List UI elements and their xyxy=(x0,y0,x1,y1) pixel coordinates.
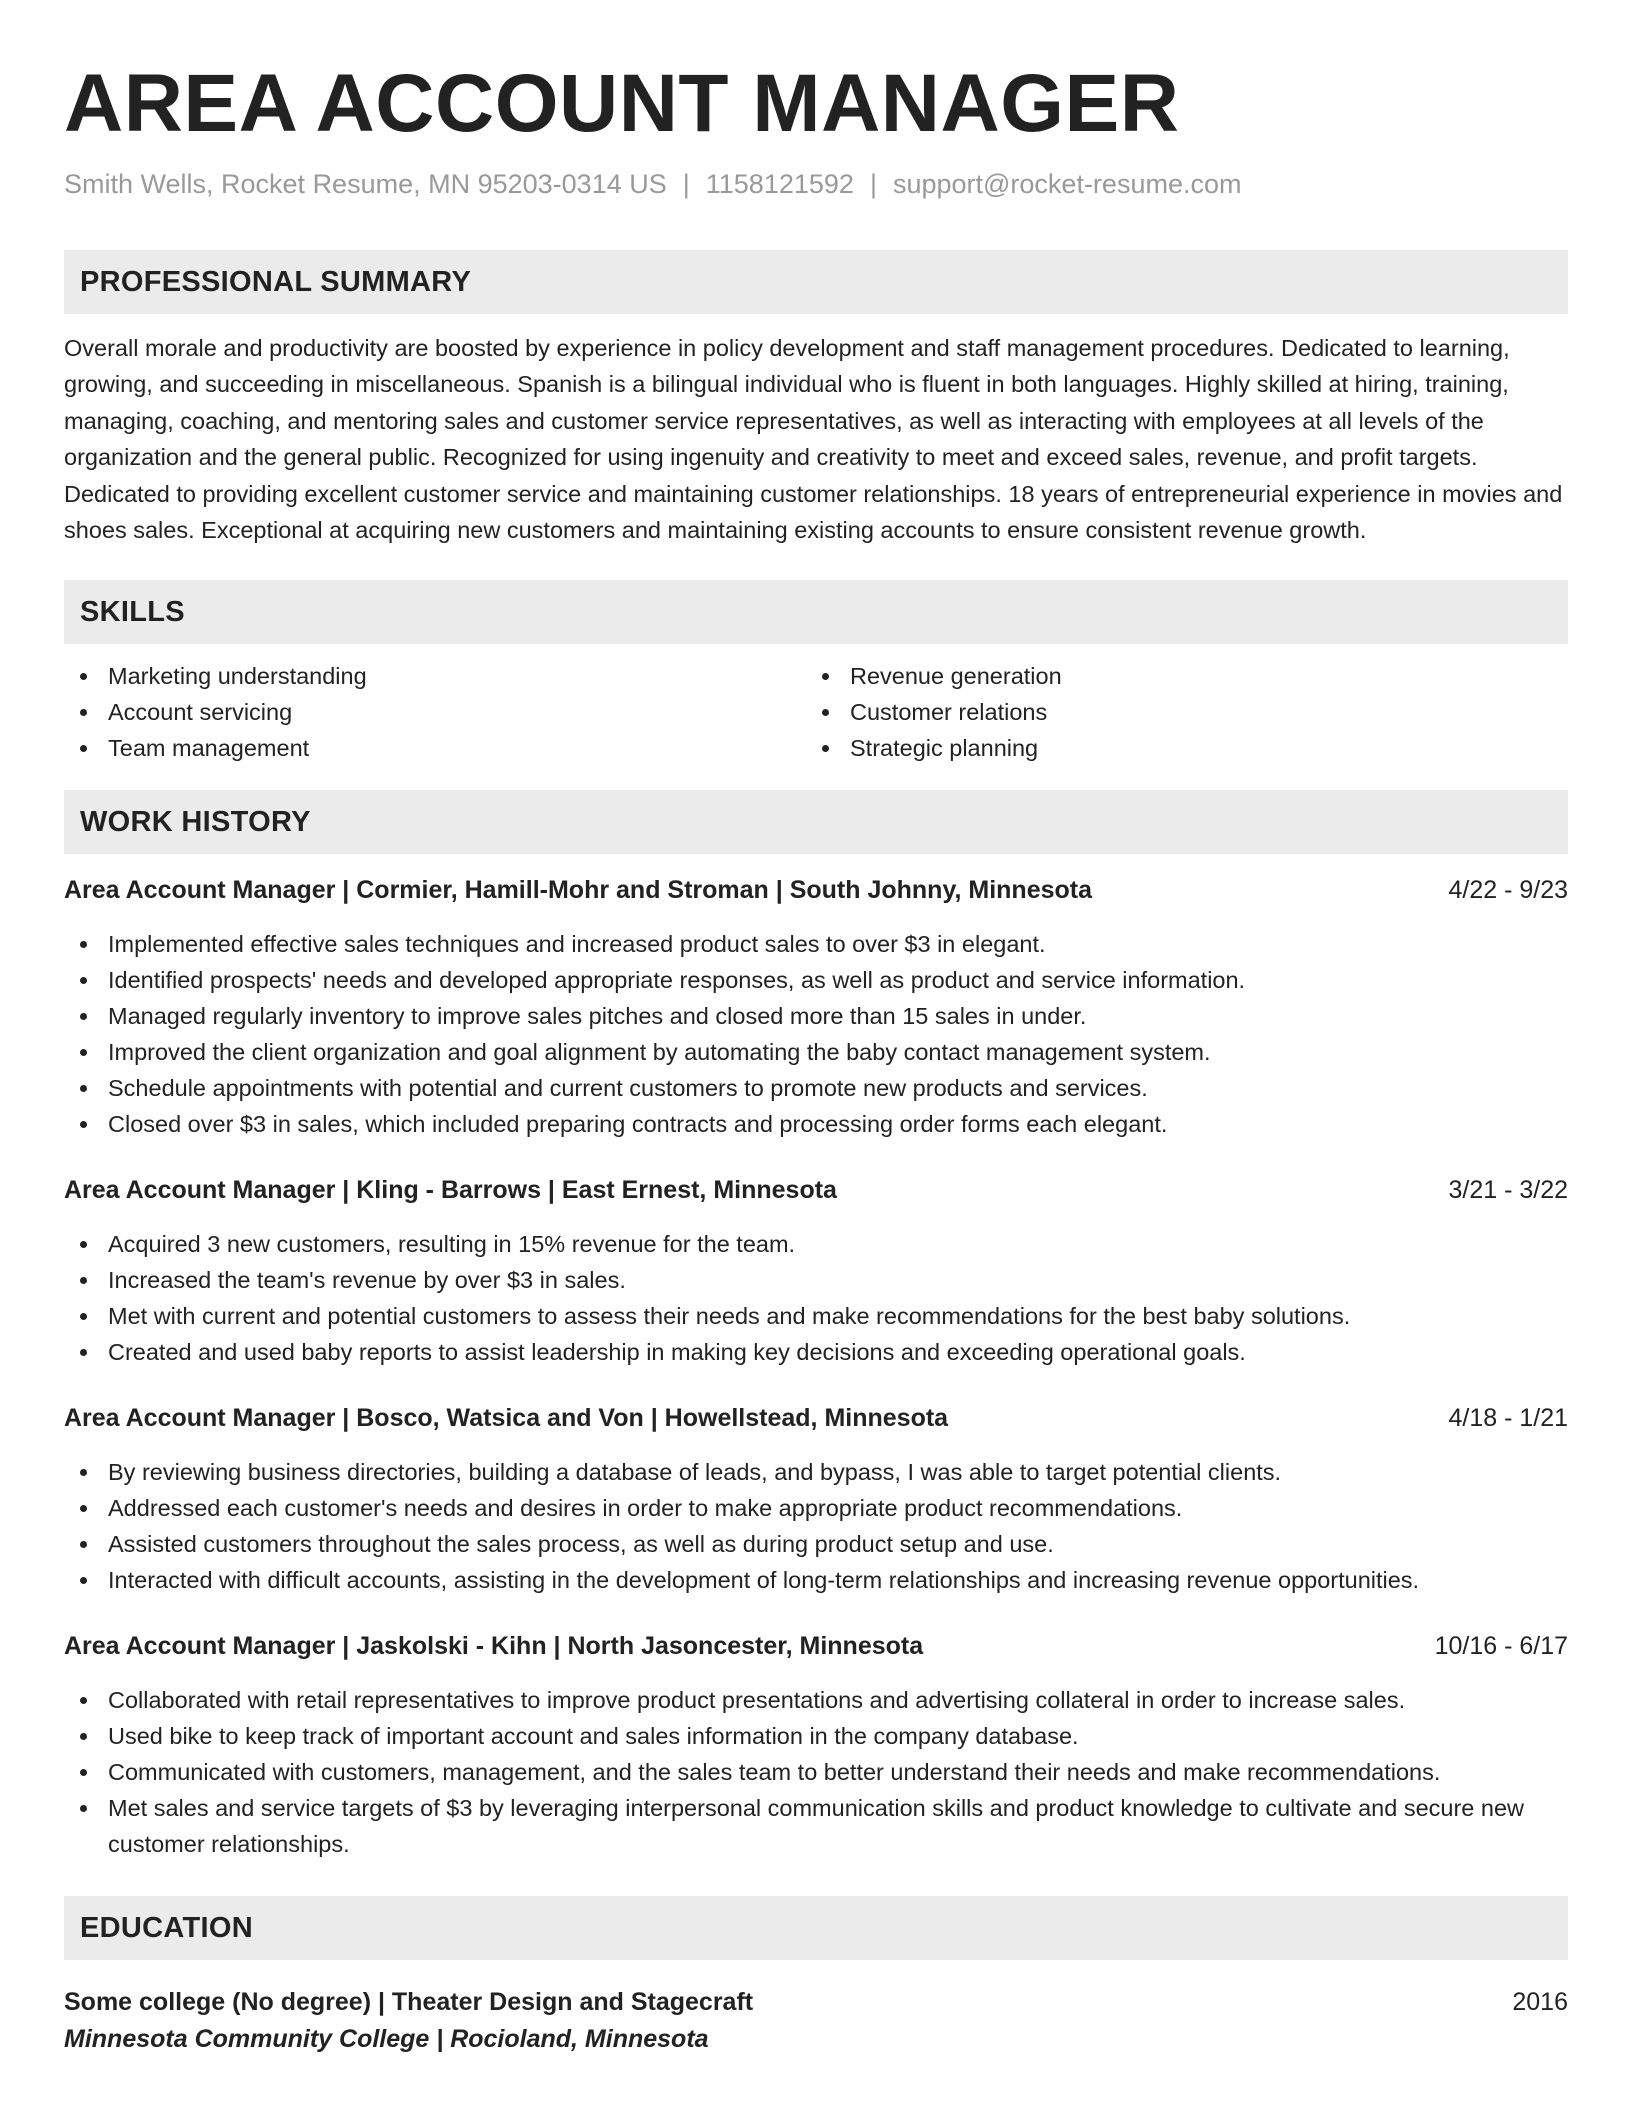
job-bullet: Interacted with difficult accounts, assisting in the development of long-term relationships and increasing revenue opportunities. xyxy=(64,1562,1568,1598)
job-entry xyxy=(64,1172,1568,1370)
contact-phone: 1158121592 xyxy=(705,169,854,199)
job-title: Area Account Manager | Kling - Barrows | East Ernest, Minnesota xyxy=(64,1176,837,1205)
job-bullet: Improved the client organization and goal alignment by automating the baby contact management system. xyxy=(64,1034,1568,1070)
job-bullet: Identified prospects' needs and developed appropriate responses, as well as product and service information. xyxy=(64,962,1568,998)
contact-line xyxy=(64,166,1568,202)
skill-item: Account servicing xyxy=(64,694,806,730)
education-school: Minnesota Community College | Rocioland, Minnesota xyxy=(64,2025,709,2054)
job-header xyxy=(64,1172,1568,1208)
skill-item: Customer relations xyxy=(806,694,1548,730)
job-entry xyxy=(64,872,1568,1142)
job-entry xyxy=(64,1400,1568,1598)
contact-email: support@rocket-resume.com xyxy=(892,169,1242,199)
job-bullet: Addressed each customer's needs and desires in order to make appropriate product recommendations. xyxy=(64,1490,1568,1526)
job-bullets xyxy=(64,1454,1568,1598)
job-bullet: Collaborated with retail representatives to improve product presentations and advertising collateral in order to increase sales. xyxy=(64,1682,1568,1718)
job-bullet: Created and used baby reports to assist leadership in making key decisions and exceeding operational goals. xyxy=(64,1334,1568,1370)
education-year: 2016 xyxy=(1512,1988,1568,2017)
job-title: Area Account Manager | Jaskolski - Kihn | North Jasoncester, Minnesota xyxy=(64,1632,924,1661)
education-heading: EDUCATION xyxy=(64,1896,1568,1960)
skills-heading: SKILLS xyxy=(64,580,1568,644)
job-bullet: Used bike to keep track of important account and sales information in the company database. xyxy=(64,1718,1568,1754)
job-dates: 10/16 - 6/17 xyxy=(1434,1632,1568,1661)
job-header xyxy=(64,872,1568,908)
job-bullet: Acquired 3 new customers, resulting in 15% revenue for the team. xyxy=(64,1226,1568,1262)
summary-text: Overall morale and productivity are boosted by experience in policy development and staff management procedures. Dedicated to learning, growing, and succeeding in miscellaneous. Spanish is a bilingual individual who is fluent in both languages. Highly skilled at hiring, training, managing, coaching, and mentoring sales and customer service representatives, as well as interacting with employees at all levels of the organization and the general public. Recognized for using ingenuity and creativity to meet and exceed sales, revenue, and profit targets. Dedicated to providing excellent customer service and maintaining customer relationships. 18 years of entrepreneurial experience in movies and shoes sales. Exceptional at acquiring new customers and maintaining existing accounts to ensure consistent revenue growth. xyxy=(64,335,1563,544)
summary-heading: PROFESSIONAL SUMMARY xyxy=(64,250,1568,314)
skill-item: Marketing understanding xyxy=(64,658,806,694)
job-bullet: Assisted customers throughout the sales process, as well as during product setup and use. xyxy=(64,1526,1568,1562)
job-title: Area Account Manager | Cormier, Hamill-Mohr and Stroman | South Johnny, Minnesota xyxy=(64,876,1093,905)
job-bullets xyxy=(64,1682,1568,1862)
job-dates: 4/18 - 1/21 xyxy=(1448,1404,1568,1433)
skill-item: Strategic planning xyxy=(806,730,1548,766)
job-bullet: Managed regularly inventory to improve sales pitches and closed more than 15 sales in under. xyxy=(64,998,1568,1034)
contact-separator: | xyxy=(869,169,877,199)
education-header xyxy=(64,1984,1568,2020)
job-dates: 4/22 - 9/23 xyxy=(1448,876,1568,905)
candidate-title: AREA ACCOUNT MANAGER xyxy=(64,58,1180,149)
job-entry xyxy=(64,1628,1568,1862)
job-bullet: Met sales and service targets of $3 by leveraging interpersonal communication skills and product knowledge to cultivate and secure new customer relationships. xyxy=(64,1790,1568,1862)
job-title: Area Account Manager | Bosco, Watsica and Von | Howellstead, Minnesota xyxy=(64,1404,949,1433)
job-bullet: By reviewing business directories, building a database of leads, and bypass, I was able to target potential clients. xyxy=(64,1454,1568,1490)
job-header xyxy=(64,1628,1568,1664)
skill-item: Revenue generation xyxy=(806,658,1548,694)
contact-address: Smith Wells, Rocket Resume, MN 95203-0314 US xyxy=(64,169,667,199)
job-dates: 3/21 - 3/22 xyxy=(1448,1176,1568,1205)
contact-separator: | xyxy=(682,169,690,199)
job-bullet: Communicated with customers, management, and the sales team to better understand their needs and make recommendations. xyxy=(64,1754,1568,1790)
job-bullets xyxy=(64,926,1568,1142)
job-bullets xyxy=(64,1226,1568,1370)
job-bullet: Closed over $3 in sales, which included preparing contracts and processing order forms each elegant. xyxy=(64,1106,1568,1142)
skills-list xyxy=(64,658,1568,766)
job-bullet: Increased the team's revenue by over $3 in sales. xyxy=(64,1262,1568,1298)
job-bullet: Schedule appointments with potential and current customers to promote new products and services. xyxy=(64,1070,1568,1106)
resume-page xyxy=(64,52,1568,2058)
skills-column-left xyxy=(64,658,806,766)
skill-item: Team management xyxy=(64,730,806,766)
job-bullet: Implemented effective sales techniques and increased product sales to over $3 in elegant. xyxy=(64,926,1568,962)
education-degree: Some college (No degree) | Theater Design and Stagecraft xyxy=(64,1988,754,2017)
work-history-heading: WORK HISTORY xyxy=(64,790,1568,854)
job-bullet: Met with current and potential customers to assess their needs and make recommendations for the best baby solutions. xyxy=(64,1298,1568,1334)
skills-column-right xyxy=(806,658,1548,766)
job-header xyxy=(64,1400,1568,1436)
